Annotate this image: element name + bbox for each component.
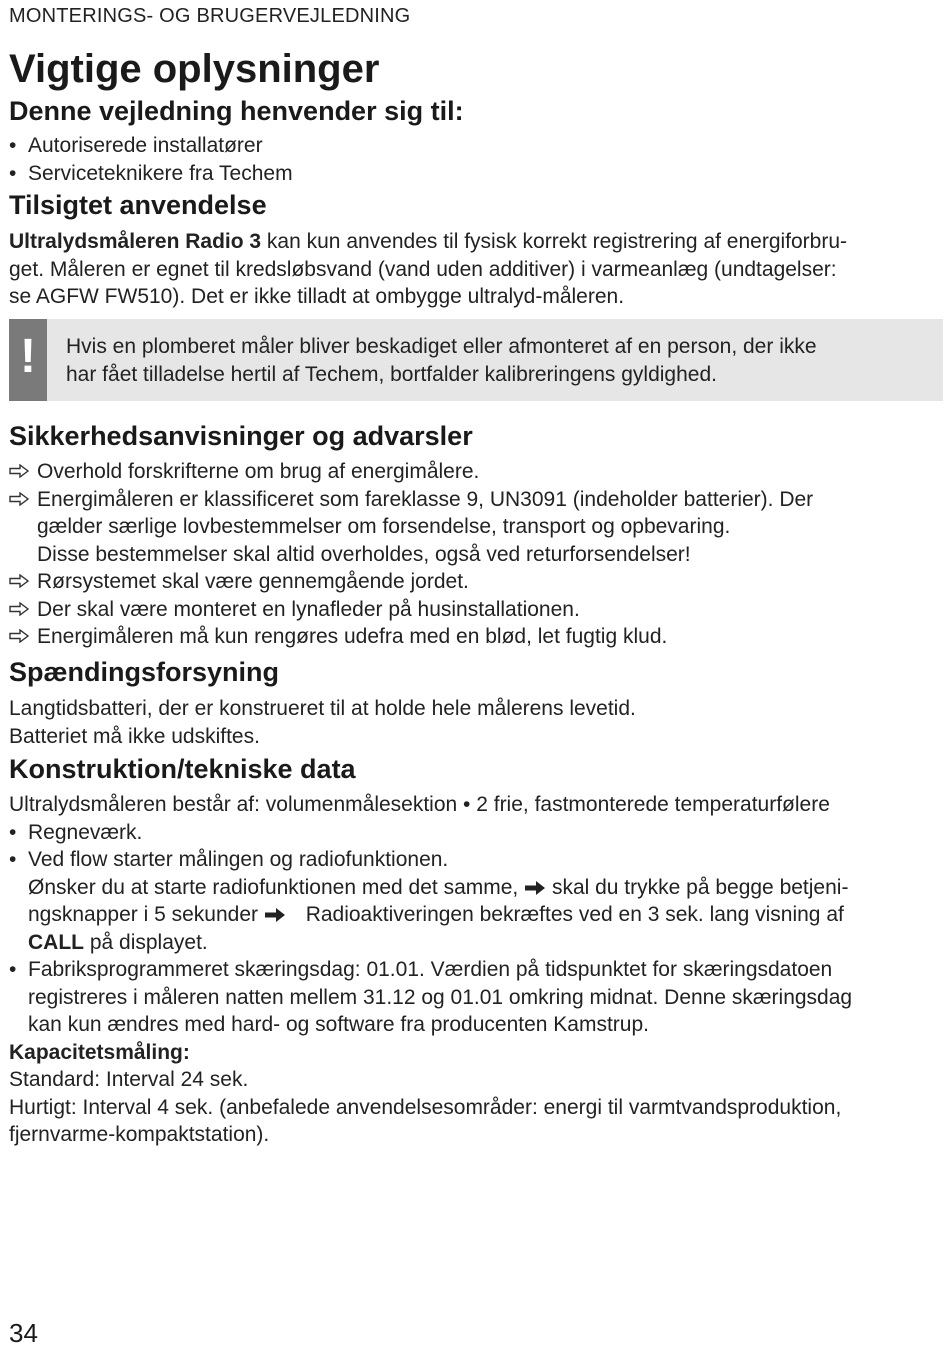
outline-arrow-icon — [9, 574, 29, 588]
intended-use-line2: get. Måleren er egnet til kredsløbsvand (vand uden additiver) i varmeanlæg (undtagelser: — [9, 257, 837, 281]
construction-item3-line3: kan kun ændres med hard- og software fra producenten Kamstrup. — [28, 1013, 649, 1036]
power-line2: Batteriet må ikke udskiftes. — [9, 724, 260, 748]
warning-bar — [9, 319, 47, 401]
power-line1: Langtidsbatteri, der er konstrueret til at holde hele målerens levetid. — [9, 697, 636, 720]
intended-use-text — [9, 228, 939, 311]
construction-item2-line4 — [28, 929, 939, 957]
intended-use-heading: Tilsigtet anvendelse — [9, 190, 267, 220]
power-text — [9, 695, 939, 750]
construction-item2-line4-rest: på displayet. — [84, 930, 208, 954]
list-item — [9, 596, 939, 624]
arrow-right-icon — [524, 880, 546, 896]
page-number: 34 — [9, 1318, 38, 1348]
warning-box — [9, 319, 943, 401]
capacity-line2: Hurtigt: Interval 4 sek. (anbefalede anvendelsesområder: energi til varmtvandsproduktion, — [9, 1095, 842, 1119]
safety-item-text: Energimåleren må kun rengøres udefra med en blød, let fugtig klud. — [37, 625, 668, 648]
list-item: • Regneværk. — [9, 819, 939, 847]
safety-list — [9, 458, 939, 651]
list-item: • Serviceteknikere fra Techem — [9, 160, 939, 188]
list-item — [9, 568, 939, 596]
capacity-line1: Standard: Interval 24 sek. — [9, 1068, 249, 1091]
safety-item-line: Disse bestemmelser skal altid overholdes, også ved returforsendelser! — [37, 542, 691, 566]
construction-intro: Ultralydsmåleren består af: volumenmålesektion • 2 frie, fastmonterede temperaturfølere — [9, 793, 830, 816]
arrow-right-icon — [264, 907, 286, 923]
list-item — [9, 846, 939, 956]
outline-arrow-icon — [9, 464, 29, 478]
audience-heading: Denne vejledning henvender sig til: — [9, 96, 464, 126]
construction-item2-line3 — [28, 901, 939, 929]
list-item — [9, 458, 939, 486]
list-item: • Autoriserede installatører — [9, 132, 939, 160]
safety-item-text: Der skal være monteret en lynafleder på husinstallationen. — [37, 597, 580, 621]
intended-use-line — [9, 228, 939, 256]
capacity-heading — [9, 1039, 939, 1067]
intended-use-line1: kan kun anvendes til fysisk korrekt registrering af energiforbru- — [261, 230, 848, 253]
warning-line2: har fået tilladelse hertil af Techem, bortfalder kalibreringens gyldighed. — [66, 362, 717, 386]
construction-item2-line2b: skal du trykke på begge betjeni- — [551, 875, 849, 899]
construction-item3-line2: registreres i måleren natten mellem 31.12 og 01.01 omkring midnat. Denne skæringsdag — [28, 985, 853, 1009]
warning-line1: Hvis en plomberet måler bliver beskadiget eller afmonteret af en person, der ikke — [66, 335, 817, 358]
list-item — [9, 956, 939, 1039]
construction-list — [9, 819, 939, 1039]
construction-item3-line1: • Fabriksprogrammeret skæringsdag: 01.01. Værdien på tidspunktet for skæringsdatoen — [28, 958, 833, 981]
safety-heading: Sikkerhedsanvisninger og advarsler — [9, 421, 473, 451]
call-label: CALL — [28, 930, 84, 954]
outline-arrow-icon — [9, 492, 29, 506]
list-item — [9, 623, 939, 651]
construction-text — [9, 791, 939, 1149]
warning-text — [66, 333, 926, 388]
construction-item2-line3a: ngsknapper i 5 sekunder — [28, 903, 258, 926]
capacity-heading-text: Kapacitetsmåling: — [9, 1040, 190, 1064]
page-title: Vigtige oplysninger — [9, 47, 380, 91]
product-name: Ultralydsmåleren Radio 3 — [9, 230, 262, 253]
safety-item-text: Rørsystemet skal være gennemgående jordet. — [37, 570, 469, 593]
audience-list — [9, 132, 939, 187]
construction-item2-line2a: Ønsker du at starte radiofunktionen med det samme, — [28, 875, 519, 899]
outline-arrow-icon — [9, 602, 29, 616]
safety-item-text: Overhold forskrifterne om brug af energimålere. — [37, 460, 480, 483]
construction-item2-line3b: Radioaktiveringen bekræftes ved en 3 sek. lang visning af — [305, 903, 844, 926]
list-item — [9, 486, 939, 569]
running-header: MONTERINGS- OG BRUGERVEJLEDNING — [9, 5, 411, 27]
capacity-line3: fjernvarme-kompaktstation). — [9, 1123, 270, 1146]
construction-item2-line1: • Ved flow starter målingen og radiofunktionen. — [28, 848, 449, 871]
construction-item2-line2 — [28, 874, 939, 902]
exclamation-icon: ! — [20, 330, 36, 383]
power-heading: Spændingsforsyning — [9, 657, 279, 687]
safety-item-line: Energimåleren er klassificeret som fareklasse 9, UN3091 (indeholder batterier). Der — [37, 487, 814, 511]
outline-arrow-icon — [9, 629, 29, 643]
construction-heading: Konstruktion/tekniske data — [9, 754, 356, 784]
safety-item-line: gælder særlige lovbestemmelser om forsendelse, transport og opbevaring. — [37, 515, 731, 538]
intended-use-line3: se AGFW FW510). Det er ikke tilladt at ombygge ultralyd-måleren. — [9, 285, 625, 308]
